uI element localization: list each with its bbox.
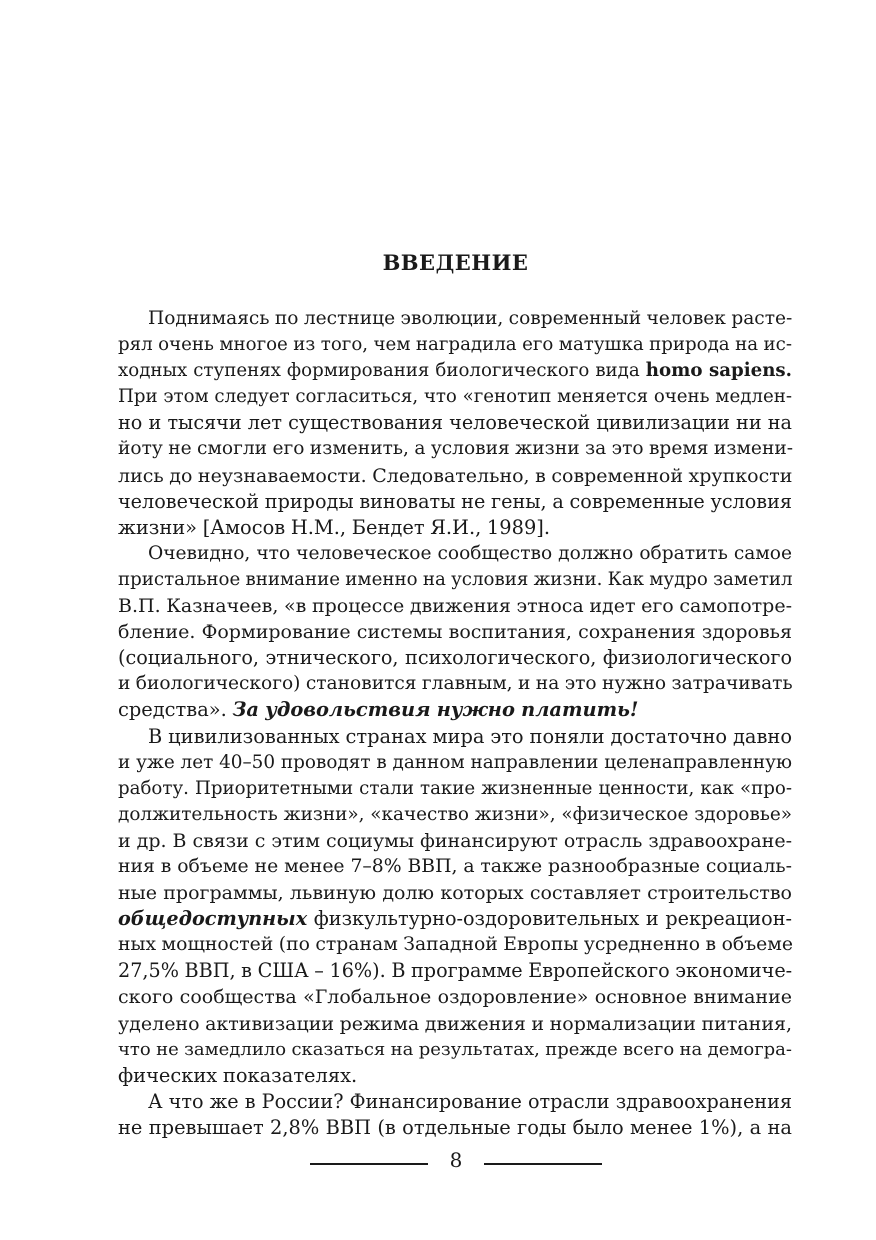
text-line: работу. Приоритетными стали такие жизненные ценности, как «про- [118, 777, 792, 799]
text-line: йоту не смогли его изменить, а условия жизни за это время измени- [118, 438, 794, 460]
text-line: Очевидно, что человеческое сообщество должно обратить самое [148, 542, 792, 564]
text-line: уделено активизации режима движения и нормализации питания, [118, 1012, 793, 1035]
text-line: и уже лет 40–50 проводят в данном направлении целенаправленную [118, 751, 792, 773]
body-text [118, 306, 792, 1141]
bold-term: homo sapiens. [645, 360, 792, 382]
text-line: В цивилизованных странах мира это поняли достаточно давно [148, 724, 792, 748]
text-line: ные программы, львиную долю которых составляет строительство [118, 882, 792, 905]
text-line [118, 697, 792, 723]
text-line: и др. В связи с этим социумы финансируют отрасль здравоохране- [118, 829, 792, 852]
text-line: (социального, этнического, психологического, физиологического [118, 646, 792, 670]
text-line: ского сообщества «Глобальное оздоровление» основное внимание [118, 986, 792, 1009]
text-line: и биологического) становится главным, и на это нужно затрачивать [118, 673, 793, 695]
footer-rule-right [484, 1163, 602, 1165]
text-run: ходных ступенях формирования биологического вида [118, 360, 646, 382]
text-line: рял очень многое из того, чем наградила его матушка природа на ис- [118, 334, 792, 356]
text-line: Поднимаясь по лестнице эволюции, современный человек расте- [148, 308, 793, 329]
text-line: не превышает 2,8% ВВП (в отдельные годы было менее 1%), а на [118, 1115, 792, 1139]
text-line: что не замедлило сказаться на результатах, прежде всего на демогра- [118, 1038, 792, 1060]
text-line: бление. Формирование системы воспитания, сохранения здоровья [118, 621, 792, 644]
text-line: 27,5% ВВП, в США – 16%). В программе Европейского экономиче- [118, 959, 793, 983]
page-footer [310, 1146, 602, 1176]
text-line: но и тысячи лет существования человеческой цивилизации ни на [118, 411, 792, 435]
text-line: При этом следует согласиться, что «генотип меняется очень медлен- [118, 386, 792, 408]
emphasis-word: общедоступных [118, 907, 308, 931]
emphasis-phrase: За удовольствия нужно платить! [232, 698, 639, 722]
page-number: 8 [449, 1148, 463, 1172]
text-line: фических показателях. [118, 1063, 358, 1087]
text-line: пристальное внимание именно на условия жизни. Как мудро заметил [118, 568, 793, 590]
text-line: ных мощностей (по странам Западной Европы усредненно в объеме [118, 934, 793, 956]
text-line: должительность жизни», «качество жизни», «физическое здоровье» [118, 803, 792, 825]
text-run: физкультурно-оздоровительных и рекреацион- [307, 907, 792, 931]
text-line: А что же в России? Финансирование отрасли здравоохранения [148, 1089, 792, 1113]
text-line [118, 906, 792, 932]
chapter-heading: ВВЕДЕНИЕ [382, 250, 529, 275]
text-line: человеческой природы виноваты не гены, а современные условия [118, 489, 792, 513]
text-line: лись до неузнаваемости. Следовательно, в современной хрупкости [118, 464, 793, 487]
text-line [118, 358, 792, 384]
text-line: ния в объеме не менее 7–8% ВВП, а также разнообразные социаль- [118, 855, 792, 877]
text-line: жизни» [Амосов Н.М., Бендет Я.И., 1989]. [118, 515, 551, 539]
text-run: средства». [118, 698, 233, 722]
text-line: В.П. Казначеев, «в процессе движения этноса идет его самопотре- [118, 595, 792, 618]
